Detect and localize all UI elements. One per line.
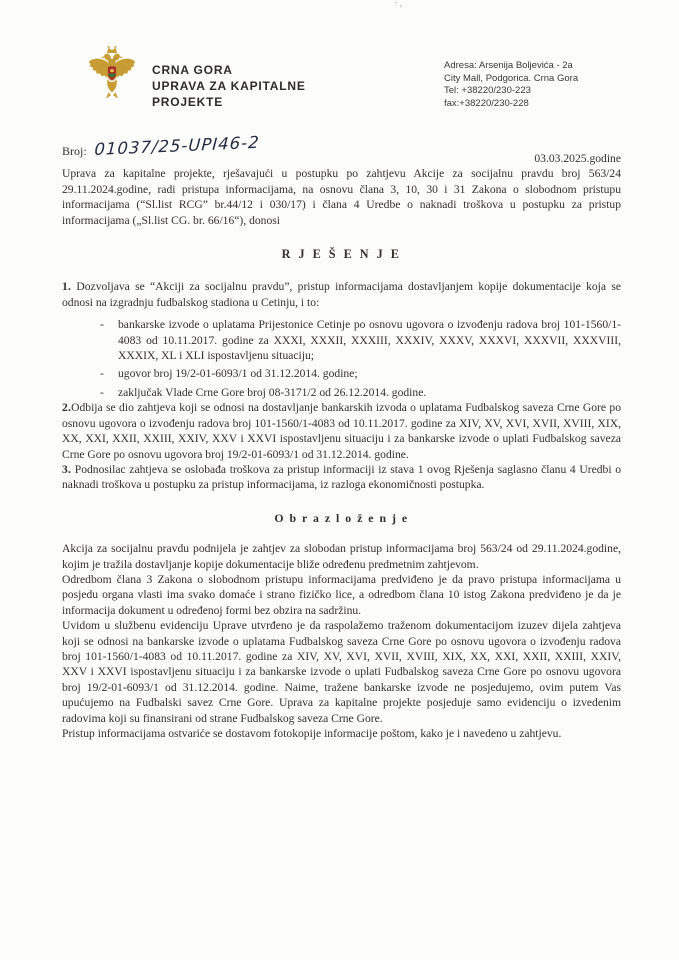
contact-block	[444, 60, 578, 110]
org-name-line2: PROJEKTE	[152, 95, 224, 109]
dash-marker: -	[100, 385, 104, 399]
item-1-text: Dozvoljava se “Akciji za socijalnu pravdu”, pristup informacijama dostavljanjem kopije dokumentacije koja se odnosi na izgradnju fudbalskog stadiona u Cetinju, i to:	[62, 280, 621, 309]
document-body	[62, 132, 621, 741]
intro-paragraph: Uprava za kapitalne projekte, rješavajući u postupku po zahtjevu Akcije za socijalnu pravdu broj 563/24 29.11.2024.godine, radi pristupa informacijama, na osnovu člana 3, 10, 30 i 31 Zakona o slobodnom pristupu informacijama (“Sl.list RCG” br.44/12 i 030/17) i člana 4 Uredbe o naknadi troškova u postupku za pristup informacijama („Sl.list CG. br. 66/16“), donosi	[62, 167, 621, 227]
decision-item-1	[62, 279, 621, 310]
decision-item-2	[62, 400, 621, 462]
dash-marker: -	[100, 367, 104, 381]
decision-item-3	[62, 462, 621, 493]
explanation-paragraph: Odredbom člana 3 Zakona o slobodnom pristupu informacijama predviđeno je da pravo pristupa informacijama u posjedu organa vlasti ima svako domaće i strano fizičko lice, a odredbom člana 10 istog Zakona predviđeno je da je informacija dokument u određenoj formi bez obzira na sadržinu.	[62, 572, 621, 617]
list-item	[62, 317, 621, 363]
dash-marker: -	[100, 318, 104, 332]
org-country: CRNA GORA	[152, 63, 233, 77]
item-3-number: 3.	[62, 462, 72, 476]
reference-number	[62, 132, 260, 160]
list-item-text: zaključak Vlade Crne Gore broj 08-3171/2 od 26.12.2014. godine.	[118, 385, 427, 399]
decision-title: R J E Š E N J E	[281, 247, 402, 262]
address-line: Adresa: Arsenija Boljevića - 2a	[444, 60, 573, 71]
list-item-text: bankarske izvode o uplatama Prijestonice Cetinje po osnovu ugovora o izvođenju radova broj 101-1560/1-4083 od 10.11.2017. godine za XXXI, XXXII, XXXIII, XXXIV, XXXV, XXXVI, XXXVII, XXXVIII, XXXIX, XL i XLI ispostavljenu situaciju;	[118, 318, 621, 363]
list-item-text: ugovor broj 19/2-01-6093/1 od 31.12.2014. godine;	[118, 367, 358, 381]
list-item	[62, 385, 621, 400]
item-1-number: 1.	[62, 280, 72, 294]
reference-row	[62, 132, 621, 166]
city-line: City Mall, Podgorica. Crna Gora	[444, 72, 579, 84]
org-name-line1: UPRAVA ZA KAPITALNE	[152, 79, 306, 93]
explanation-title: O b r a z l o ž e n j e	[274, 510, 409, 525]
handwritten-reference-number: 01037/25-UPI46-2	[93, 132, 260, 160]
item-3-text: Podnosilac zahtjeva se oslobađa troškova za pristup informaciji iz stava 1 ovog Rješenja saglasno članu 4 Uredbi o naknadi troškova u postupku za pristup informacijama, iz razloga ekonomičnosti postupka.	[62, 462, 621, 492]
fax-line: fax:+38220/230-228	[444, 97, 529, 109]
explanation-paragraph: Uvidom u službenu evidenciju Uprave utvrđeno je da raspolažemo traženom dokumentacijom izuzev dijela zahtjeva koji se odnosi na bankarske izvode o uplatama Fudbalskog saveza Crne Gore po osnovu ugovora o izvođenju radova broj 101-1560/1-4083 od 10.11.2017. godine za XIV, XV, XVI, XVII, XVIII, XIX, XX, XXI, XXII, XXIII, XXIV, XXV i XXVI ispostavljenu situaciju i za bankarske izvode o uplati Fudbalskog saveza Crne Gore po osnovu ugovora broj 19/2-01-6093/1 od 31.12.2014. godine. Naime, tražene bankarske izvode ne posjedujemo, ovim putem Vas upućujemo na Fudbalski savez Crne Gore. Uprava za kapitalne projekte posjeduje samo evidenciju o izvedenim radovima koji su finansirani od strane Fudbalskog saveza Crne Gore.	[62, 619, 621, 725]
explanation-paragraph: Akcija za socijalnu pravdu podnijela je zahtjev za slobodan pristup informacijama broj 563/24 od 29.11.2024.godine, kojim je tražila dostavljanje kopije dokumentacije bliže određenu predmetnim zahtjevom.	[62, 542, 621, 571]
item-2-text: Odbija se dio zahtjeva koji se odnosi na dostavljanje bankarskih izvoda o uplatama Fudbalskog saveza Crne Gore po osnovu ugovora o izvođenju radova broj 101-1560/1-4083 od 10.11.2017. godine za XIV, XV, XVI, XVII, XVIII, XIX, XX, XXI, XXII, XXIII, XXIV, XXV i XXVI ispostavljenu situaciju i za bankarske izvode o uplati Fudbalskog saveza Crne Gore po osnovu ugovora broj 19/2-01-6093/1 od 31.12.2014. godine.	[62, 401, 621, 461]
organization-name	[152, 62, 306, 110]
scan-artifact: ·‚	[394, 0, 405, 9]
explanation-paragraph: Pristup informacijama ostvariće se dostavom fotokopije informacije poštom, kako je i navedeno u zahtjevu.	[62, 727, 562, 740]
decision-item-1-list	[62, 317, 621, 400]
item-2-number: 2.	[62, 401, 72, 415]
document-date: 03.03.2025.godine	[534, 152, 621, 165]
reference-label: Broj:	[62, 144, 87, 158]
montenegro-coat-of-arms-icon	[84, 44, 140, 118]
phone-line: Tel: +38220/230-223	[444, 85, 531, 96]
list-item	[62, 366, 621, 381]
